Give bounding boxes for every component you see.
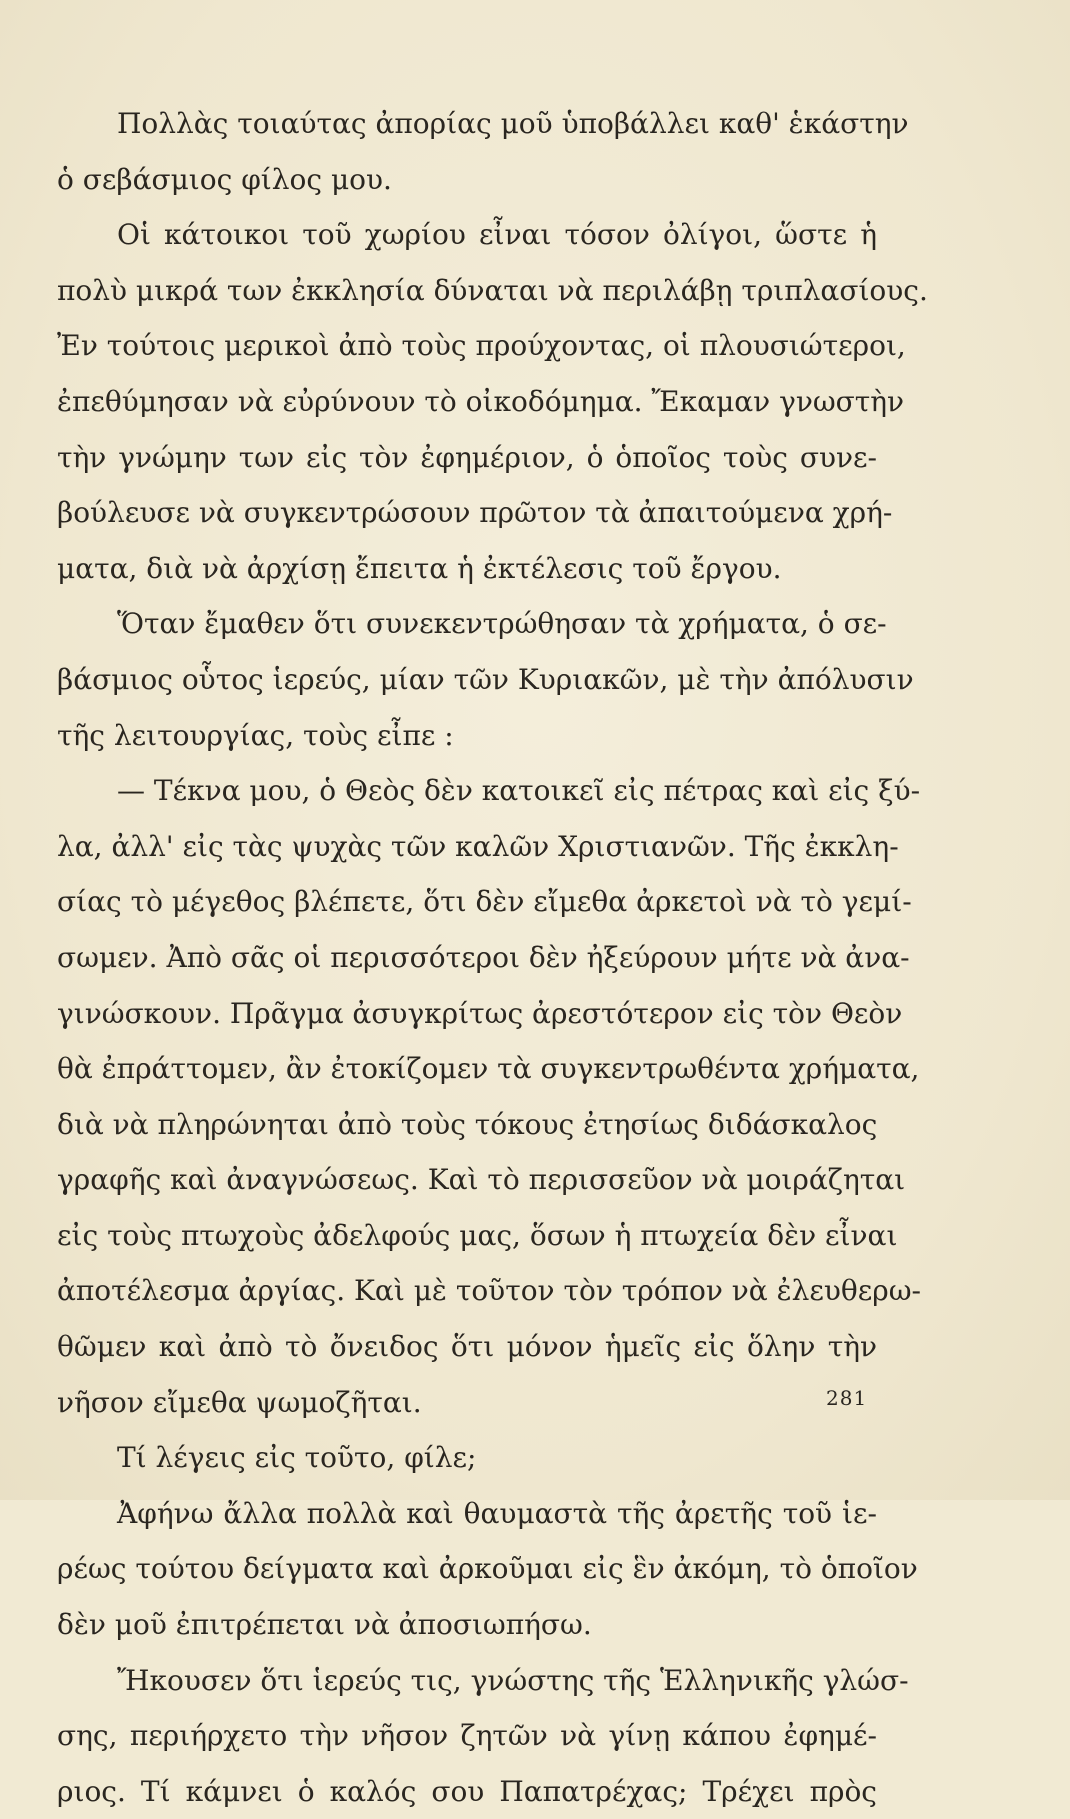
paragraph-first-line: Ἀφήνω ἄλλα πολλὰ καὶ θαυμαστὰ τῆς ἀρετῆς τοῦ ἱε- — [117, 1496, 877, 1530]
text-line: ματα, διὰ νὰ ἀρχίσῃ ἔπειτα ἡ ἐκτέλεσις τοῦ ἔργου. — [57, 551, 782, 585]
body-text — [57, 96, 928, 1819]
text-line: εἰς τοὺς πτωχοὺς ἀδελφούς μας, ὅσων ἡ πτωχεία δὲν εἶναι — [57, 1218, 898, 1252]
text-line: ἀποτέλεσμα ἀργίας. Καὶ μὲ τοῦτον τὸν τρόπον νὰ ἐλευθερω- — [57, 1274, 921, 1308]
text-line: δὲν μοῦ ἐπιτρέπεται νὰ ἀποσιωπήσω. — [57, 1608, 592, 1642]
paragraph-first-line: Ἤκουσεν ὅτι ἱερεύς τις, γνώστης τῆς Ἑλληνικῆς γλώσ- — [117, 1663, 909, 1697]
paragraph-first-line: — Τέκνα μου, ὁ Θεὸς δὲν κατοικεῖ εἰς πέτρας καὶ εἰς ξύ- — [117, 774, 921, 808]
text-line: ρέως τούτου δείγματα καὶ ἀρκοῦμαι εἰς ἓν ἀκόμη, τὸ ὁποῖον — [57, 1552, 918, 1586]
text-line: σωμεν. Ἀπὸ σᾶς οἱ περισσότεροι δὲν ἠξεύρουν μήτε νὰ ἀνα- — [57, 940, 910, 974]
text-line: λα, ἀλλ' εἰς τὰς ψυχὰς τῶν καλῶν Χριστιανῶν. Τῆς ἐκκλη- — [57, 829, 899, 863]
paragraph-first-line: Τί λέγεις εἰς τοῦτο, φίλε; — [117, 1441, 477, 1475]
text-line: βούλευσε νὰ συγκεντρώσουν πρῶτον τὰ ἀπαιτούμενα χρή- — [57, 496, 893, 530]
text-line: Ἐν τούτοις μερικοὶ ἀπὸ τοὺς προύχοντας, οἱ πλουσιώτεροι, — [57, 329, 906, 363]
text-line: θὰ ἐπράττομεν, ἂν ἐτοκίζομεν τὰ συγκεντρωθέντα χρήματα, — [57, 1052, 920, 1086]
text-line: σίας τὸ μέγεθος βλέπετε, ὅτι δὲν εἴμεθα ἀρκετοὶ νὰ τὸ γεμί- — [57, 885, 912, 919]
page-number: 281 — [826, 1386, 868, 1410]
text-line: τῆς λειτουργίας, τοὺς εἶπε : — [57, 718, 454, 752]
paragraph-first-line: Ὅταν ἔμαθεν ὅτι συνεκεντρώθησαν τὰ χρήματα, ὁ σε- — [117, 607, 887, 641]
text-line: διὰ νὰ πληρώνηται ἀπὸ τοὺς τόκους ἐτησίως διδάσκαλος — [57, 1107, 878, 1141]
text-line: γραφῆς καὶ ἀναγνώσεως. Καὶ τὸ περισσεῦον νὰ μοιράζηται — [57, 1163, 906, 1197]
paragraph-first-line: Οἱ κάτοικοι τοῦ χωρίου εἶναι τόσον ὀλίγοι, ὥστε ἡ — [117, 218, 877, 252]
text-line: πολὺ μικρά των ἐκκλησία δύναται νὰ περιλάβῃ τριπλασίους. — [57, 273, 928, 307]
text-line: ἐπεθύμησαν νὰ εὐρύνουν τὸ οἰκοδόμημα. Ἔκαμαν γνωστὴν — [57, 384, 905, 418]
text-line: γινώσκουν. Πρᾶγμα ἀσυγκρίτως ἀρεστότερον εἰς τὸν Θεὸν — [57, 996, 903, 1030]
text-line: ὁ σεβάσμιος φίλος μου. — [57, 162, 392, 196]
text-line: σης, περιήρχετο τὴν νῆσον ζητῶν νὰ γίνῃ κάπου ἐφημέ- — [57, 1719, 877, 1753]
text-line: νῆσον εἴμεθα ψωμοζῆται. — [57, 1385, 422, 1419]
text-line: θῶμεν καὶ ἀπὸ τὸ ὄνειδος ὅτι μόνον ἡμεῖς εἰς ὅλην τὴν — [57, 1330, 877, 1364]
paragraph-first-line: Πολλὰς τοιαύτας ἀπορίας μοῦ ὑποβάλλει καθ' ἑκάστην — [117, 107, 909, 140]
text-line: τὴν γνώμην των εἰς τὸν ἐφημέριον, ὁ ὁποῖος τοὺς συνε- — [57, 440, 877, 474]
text-line: ριος. Τί κάμνει ὁ καλός σου Παπατρέχας; Τρέχει πρὸς — [57, 1774, 877, 1808]
text-line: βάσμιος οὗτος ἱερεύς, μίαν τῶν Κυριακῶν, μὲ τὴν ἀπόλυσιν — [57, 662, 914, 696]
